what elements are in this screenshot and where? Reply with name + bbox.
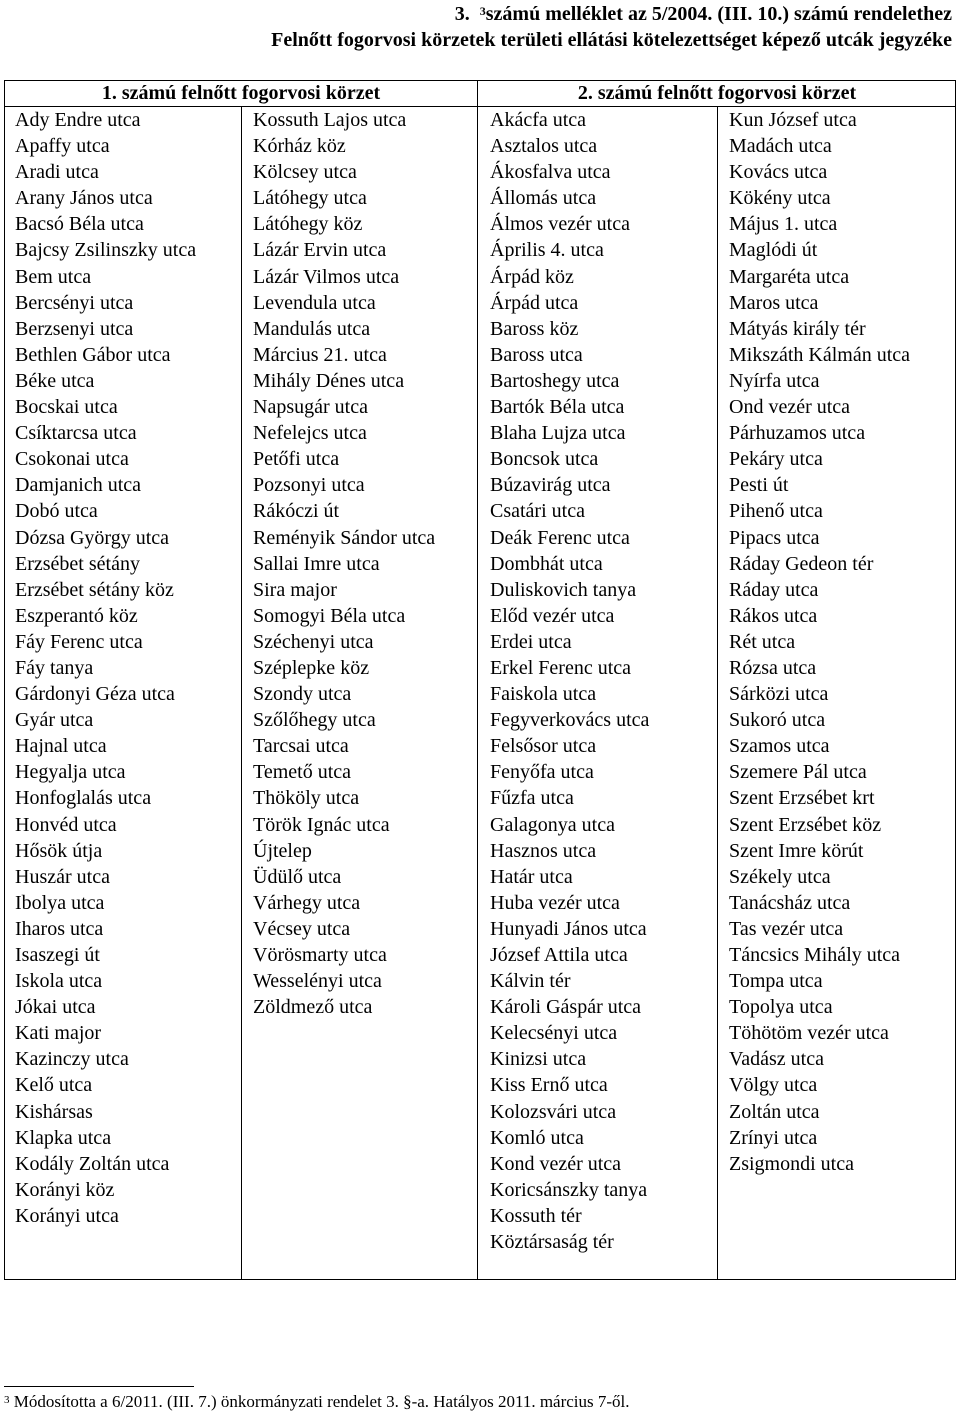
street-name: Vörösmarty utca [253,944,387,966]
district-2-column-1 [490,107,649,1255]
street-name: Kond vezér utca [490,1152,622,1175]
street-name: Bartók Béla utca [490,396,625,419]
street-name: Pipacs utca [729,526,820,549]
street-name: Szondy utca [253,683,352,706]
street-name: Rózsa utca [729,656,817,679]
street-name: Rákóczi út [253,500,340,523]
street-name: Hősök útja [15,839,103,862]
street-name: Nyírfa utca [729,369,820,392]
street-name: Május 1. utca [729,213,838,236]
street-name: Akácfa utca [490,109,587,131]
street-name: Dombhát utca [490,552,603,575]
street-name: Mihály Dénes utca [253,369,405,392]
street-name: Hunyadi János utca [490,917,647,940]
street-name: Kiss Ernő utca [490,1074,608,1097]
street-name: Gyár utca [15,709,94,732]
street-name: Kodály Zoltán utca [15,1152,170,1175]
street-name: Erkel Ferenc utca [490,656,632,679]
street-name: Szamos utca [729,735,830,758]
street-name: Klapka utca [15,1126,112,1149]
street-name: Tas vezér utca [729,917,844,940]
footnote-separator [4,1386,194,1387]
footnote-marker: 3 [4,1394,10,1406]
street-name: Pihenő utca [729,500,823,523]
street-name: Kolozsvári utca [490,1100,617,1123]
street-name: Kinizsi utca [490,1048,587,1071]
street-name: Zrínyi utca [729,1126,818,1149]
street-name: Thököly utca [253,787,360,810]
street-name: Csokonai utca [15,448,129,471]
street-name: Párhuzamos utca [729,422,866,445]
street-name: Szent Erzsébet krt [729,787,875,810]
street-name: Zoltán utca [729,1100,820,1123]
street-name: Csatári utca [490,500,585,523]
annex-title: számú melléklet az 5/2004. (III. 10.) számú rendelethez [485,3,952,25]
street-name: Ond vezér utca [729,396,851,419]
street-name: Árpád utca [490,291,579,314]
street-name: Pesti út [729,474,789,497]
annex-number: 3. [454,3,470,25]
street-name: Topolya utca [729,996,833,1019]
street-name: Kazinczy utca [15,1048,129,1071]
street-name: Vadász utca [729,1048,824,1071]
street-name: Huba vezér utca [490,891,620,914]
street-name: Április 4. utca [490,239,604,262]
street-name: Fáy Ferenc utca [15,630,143,653]
street-name: Szent Imre körút [729,839,864,862]
street-name: Újtelep [253,839,312,862]
street-name: Eszperantó köz [15,604,138,627]
street-name: Erzsébet sétány [15,552,140,575]
street-name: Március 21. utca [253,343,387,366]
street-name: Gárdonyi Géza utca [15,683,175,706]
street-name: Reményik Sándor utca [253,526,436,549]
street-name: Bacsó Béla utca [15,213,144,236]
district-1-column-2 [253,107,435,1020]
street-name: Árpád köz [490,265,574,288]
street-name: Damjanich utca [15,474,142,497]
street-name: Hegyalja utca [15,761,126,784]
street-name: Várhegy utca [253,891,361,914]
footnote [4,1391,630,1413]
street-name: Béke utca [15,369,95,392]
column-divider [241,106,242,1279]
street-name: Sukoró utca [729,709,826,732]
district-divider [477,81,478,1279]
street-name: Rákos utca [729,604,818,627]
street-name: Napsugár utca [253,396,368,419]
street-name: Berzsenyi utca [15,317,134,340]
street-name: Apaffy utca [15,135,110,158]
street-name: Korányi utca [15,1204,119,1227]
street-name: József Attila utca [490,944,628,966]
street-name: Margaréta utca [729,265,850,288]
street-name: Somogyi Béla utca [253,604,406,627]
street-name: Török Ignác utca [253,813,390,836]
street-name: Fűzfa utca [490,787,574,810]
document-title: Felnőtt fogorvosi körzetek területi ellátási kötelezettséget képező utcák jegyzéke [271,29,952,51]
street-name: Deák Ferenc utca [490,526,630,549]
street-name: Koricsánszky tanya [490,1178,648,1201]
street-name: Károli Gáspár utca [490,996,642,1019]
street-name: Wesselényi utca [253,970,382,993]
street-name: Töhötöm vezér utca [729,1022,889,1045]
street-name: Látóhegy köz [253,213,363,236]
street-name: Hasznos utca [490,839,597,862]
street-name: Bercsényi utca [15,291,134,314]
street-name: Mátyás király tér [729,317,866,340]
street-name: Aradi utca [15,161,99,184]
street-name: Levendula utca [253,291,376,314]
street-name: Erzsébet sétány köz [15,578,174,601]
street-name: Állomás utca [490,187,597,210]
street-name: Iharos utca [15,917,104,940]
street-name: Vécsey utca [253,917,351,940]
street-name: Széplepke köz [253,656,370,679]
street-name: Faiskola utca [490,683,597,706]
street-name: Zsigmondi utca [729,1152,854,1175]
street-name: Baross utca [490,343,583,366]
street-name: Honfoglalás utca [15,787,152,810]
street-name: Kishársas [15,1100,93,1123]
street-name: Lázár Ervin utca [253,239,387,262]
street-name: Temető utca [253,761,351,784]
street-name: Táncsics Mihály utca [729,944,901,966]
street-name: Madách utca [729,135,832,158]
street-name: Szőlőhegy utca [253,709,376,732]
street-name: Kovács utca [729,161,828,184]
street-name: Zöldmező utca [253,996,373,1019]
district-2-title: 2. számú felnőtt fogorvosi körzet [577,82,857,104]
street-name: Huszár utca [15,865,110,888]
street-name: Kun József utca [729,109,857,131]
street-name: Dózsa György utca [15,526,170,549]
footnote-ref[interactable]: 3 [479,4,486,18]
street-name: Székely utca [729,865,831,888]
annex-heading [455,1,952,27]
street-name: Határ utca [490,865,573,888]
street-name: Bartoshegy utca [490,369,620,392]
street-name: Felsősor utca [490,735,597,758]
street-name: Dobó utca [15,500,98,523]
street-name: Szemere Pál utca [729,761,867,784]
street-name: Köztársaság tér [490,1231,614,1254]
street-name: Boncsok utca [490,448,599,471]
street-name: Baross köz [490,317,579,340]
street-name: Széchenyi utca [253,630,374,653]
street-table [4,80,956,1280]
street-name: Mikszáth Kálmán utca [729,343,911,366]
street-name: Szent Erzsébet köz [729,813,882,836]
street-name: Kökény utca [729,187,831,210]
street-name: Iskola utca [15,970,103,993]
street-name: Duliskovich tanya [490,578,637,601]
street-name: Kölcsey utca [253,161,357,184]
street-name: Fenyőfa utca [490,761,594,784]
street-name: Kelecsényi utca [490,1022,618,1045]
street-name: Völgy utca [729,1074,818,1097]
street-name: Rét utca [729,630,796,653]
district-2-column-2 [729,107,910,1177]
street-name: Nefelejcs utca [253,422,367,445]
street-name: Ibolya utca [15,891,105,914]
street-name: Csíktarcsa utca [15,422,137,445]
street-name: Ady Endre utca [15,109,141,131]
street-name: Látóhegy utca [253,187,367,210]
street-name: Kossuth tér [490,1204,582,1227]
street-name: Erdei utca [490,630,572,653]
street-name: Ráday utca [729,578,819,601]
street-name: Kálvin tér [490,970,571,993]
street-name: Asztalos utca [490,135,598,158]
street-name: Előd vezér utca [490,604,615,627]
street-name: Korányi köz [15,1178,115,1201]
street-name: Tanácsház utca [729,891,851,914]
street-name: Sallai Imre utca [253,552,380,575]
street-name: Petőfi utca [253,448,340,471]
street-name: Fegyverkovács utca [490,709,650,732]
street-name: Kati major [15,1022,102,1045]
street-name: Hajnal utca [15,735,107,758]
street-name: Sárközi utca [729,683,829,706]
street-name: Lázár Vilmos utca [253,265,400,288]
column-divider [717,106,718,1279]
street-name: Fáy tanya [15,656,94,679]
street-name: Pozsonyi utca [253,474,365,497]
street-name: Bocskai utca [15,396,118,419]
street-name: Sira major [253,578,337,601]
street-name: Honvéd utca [15,813,117,836]
street-name: Ákosfalva utca [490,161,611,184]
street-name: Üdülő utca [253,865,342,888]
street-name: Kossuth Lajos utca [253,109,407,131]
footnote-text: Módosította a 6/2011. (III. 7.) önkormányzati rendelet 3. §-a. Hatályos 2011. március 7-ől. [13,1392,630,1411]
street-name: Kelő utca [15,1074,93,1097]
street-name: Bajcsy Zsilinszky utca [15,239,197,262]
street-name: Maros utca [729,291,819,314]
street-name: Búzavirág utca [490,474,611,497]
street-name: Maglódi út [729,239,818,262]
street-name: Tompa utca [729,970,823,993]
street-name: Galagonya utca [490,813,615,836]
district-1-title: 1. számú felnőtt fogorvosi körzet [101,82,381,104]
street-name: Isaszegi út [15,944,100,966]
street-name: Kórház köz [253,135,346,158]
street-name: Mandulás utca [253,317,371,340]
district-1-column-1 [15,107,196,1229]
street-name: Komló utca [490,1126,584,1149]
street-name: Álmos vezér utca [490,213,630,236]
street-name: Jókai utca [15,996,96,1019]
street-name: Blaha Lujza utca [490,422,626,445]
street-name: Arany János utca [15,187,153,210]
street-name: Bethlen Gábor utca [15,343,171,366]
street-name: Tarcsai utca [253,735,349,758]
street-name: Pekáry utca [729,448,823,471]
street-name: Bem utca [15,265,92,288]
street-name: Ráday Gedeon tér [729,552,874,575]
